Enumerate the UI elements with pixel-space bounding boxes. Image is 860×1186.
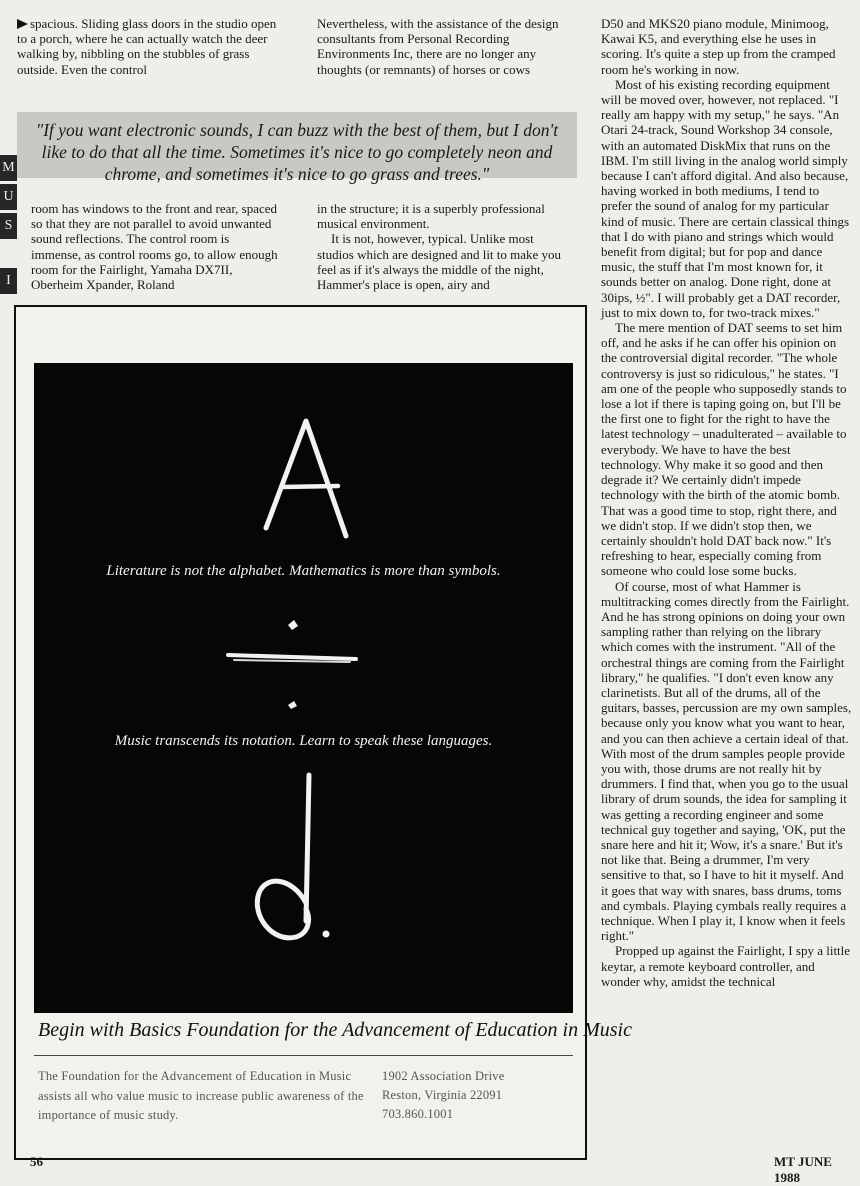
section-tab-s: S — [0, 213, 17, 239]
column-3 — [601, 16, 852, 989]
ad-artwork-panel — [34, 363, 573, 1013]
ad-divider — [34, 1055, 573, 1056]
column-2-top — [317, 16, 573, 77]
issue-date: MT JUNE 1988 — [774, 1154, 832, 1185]
column-3-p4: Of course, most of what Hammer is multitracking comes directly from the Fairlight. And he has strong opinions on doing your own sampling rather than relying on the library which comes with the instrument. "All of the orchestral things are coming from the Fairlight library," he qualifies. "I don't even know any clarinetists. But all of the drums, all of the guitars, basses, percussion are my own samples, because only you know what you want to hear, and you can then achieve a certain ideal of that. With most of the drum samples people provide you with, those drums are not really hit by drummers. I find that, when you go to the usual library of drum sounds, the idea for sampling it was getting a recording engineer and some technical guy together and saying, 'OK, put the snare here and hit it; Wow, it's a snare.' But it's not like that. Being a drummer, I'm very sensitive to that, so I have to hit it myself. And it goes that way with snares, bass drums, toms and cymbals. Playing cymbals really requires a technique. When I play it, I know when it feels right." — [601, 578, 852, 944]
column-2-top-text: Nevertheless, with the assistance of the design consultants from Personal Recording Environments Inc, there are no longer any thoughts (or remnants) of horses or cows — [317, 16, 559, 77]
column-3-p1: D50 and MKS20 piano module, Minimoog, Kawai K5, and everything else he uses in scoring. It's quite a step up from the cramped room he's working in now. — [601, 16, 836, 77]
continuation-arrow-icon — [17, 19, 28, 29]
ad-address-line-2: Reston, Virginia 22091 — [382, 1088, 503, 1102]
ad-tagline-1: Literature is not the alphabet. Mathematics is more than symbols. — [106, 563, 501, 579]
ad-tagline-2: Music transcends its notation. Learn to speak these languages. — [114, 733, 493, 749]
ad-body-text: The Foundation for the Advancement of Education in Music assists all who value music to increase public awareness of the importance of music study. — [38, 1069, 364, 1122]
pull-quote: "If you want electronic sounds, I can buzz with the best of them, but I don't like to do that all the time. Sometimes it's nice to go completely neon and chrome, and sometimes it's nice to go grass and trees." — [17, 112, 577, 178]
column-3-p3: The mere mention of DAT seems to set him off, and he asks if he can offer his opinion on the controversial digital recorder. "The whole controversy is just so ridiculous," he states. "I am one of the people who supposedly stands to lose a lot if there is taping going on, but I'll be the first one to fight for the right to have the latest technology – unadulterated – available to everybody. We have to have the best technology. Why make it so good and then degrade it? We certainly didn't impede technology with the birth of the atomic bomb. That was a good time to stop, right there, and we didn't stop. If we didn't stop then, we certainly shouldn't hold DAT back now." It's refreshing to hear, especially coming from someone who could lose some bucks. — [601, 320, 847, 579]
advertisement — [14, 305, 632, 1160]
column-1-top — [17, 16, 279, 77]
ad-phone: 703.860.1001 — [382, 1107, 454, 1121]
column-1-top-text: spacious. Sliding glass doors in the studio open to a porch, where he can actually watch the deer walking by, nibbling on the stubbles of grass outside. Even the control — [17, 16, 277, 77]
section-tab-i: I — [0, 268, 17, 294]
column-1-bottom-text: room has windows to the front and rear, spaced so that they are not parallel to avoid unwanted sound reflections. The control room is immense, as control rooms go, to allow enough room for the Fairlight, Yamaha DX7II, Oberheim Xpander, Roland — [31, 201, 278, 293]
ad-headline: Begin with Basics Foundation for the Advancement of Education in Music — [38, 1019, 632, 1041]
column-2-bottom-p2: It is not, however, typical. Unlike most studios which are designed and lit to make you feel as if it's always the middle of the night, Hammer's place is open, airy and — [317, 231, 562, 293]
section-tab-u: U — [0, 184, 17, 210]
page-number: 56 — [30, 1154, 43, 1169]
column-3-p2: Most of his existing recording equipment will be moved over, however, not replaced. "I really am happy with my setup," he says. "An Otari 24-track, Sound Workshop 34 console, with an automated DiskMix that runs on the IBM. I'm still living in the analog world simply because I can't afford digital. And also because, having worked in both mediums, I tend to prefer the sound of analog for my particular kind of music. There are certain classical things that I do with piano and strings which would benefit from digital; but for pop and dance music, the stuff that I'm most known for, it sounds better on analog. Done right, done at 30ips, ½". I will probably get a DAT recorder, just to mix down to, for two-track mixes." — [601, 76, 850, 320]
section-tab-m: M — [0, 155, 17, 181]
chalk-half-note-icon — [34, 363, 573, 1013]
ad-address-line-1: 1902 Association Drive — [382, 1069, 505, 1083]
column-3-p5: Propped up against the Fairlight, I spy a little keytar, a remote keyboard controller, and wonder why, amidst the technical — [601, 943, 851, 989]
column-2-bottom-p1: in the structure; it is a superbly professional musical environment. — [317, 201, 545, 232]
column-1-bottom — [31, 201, 281, 292]
column-2-bottom — [317, 201, 573, 292]
